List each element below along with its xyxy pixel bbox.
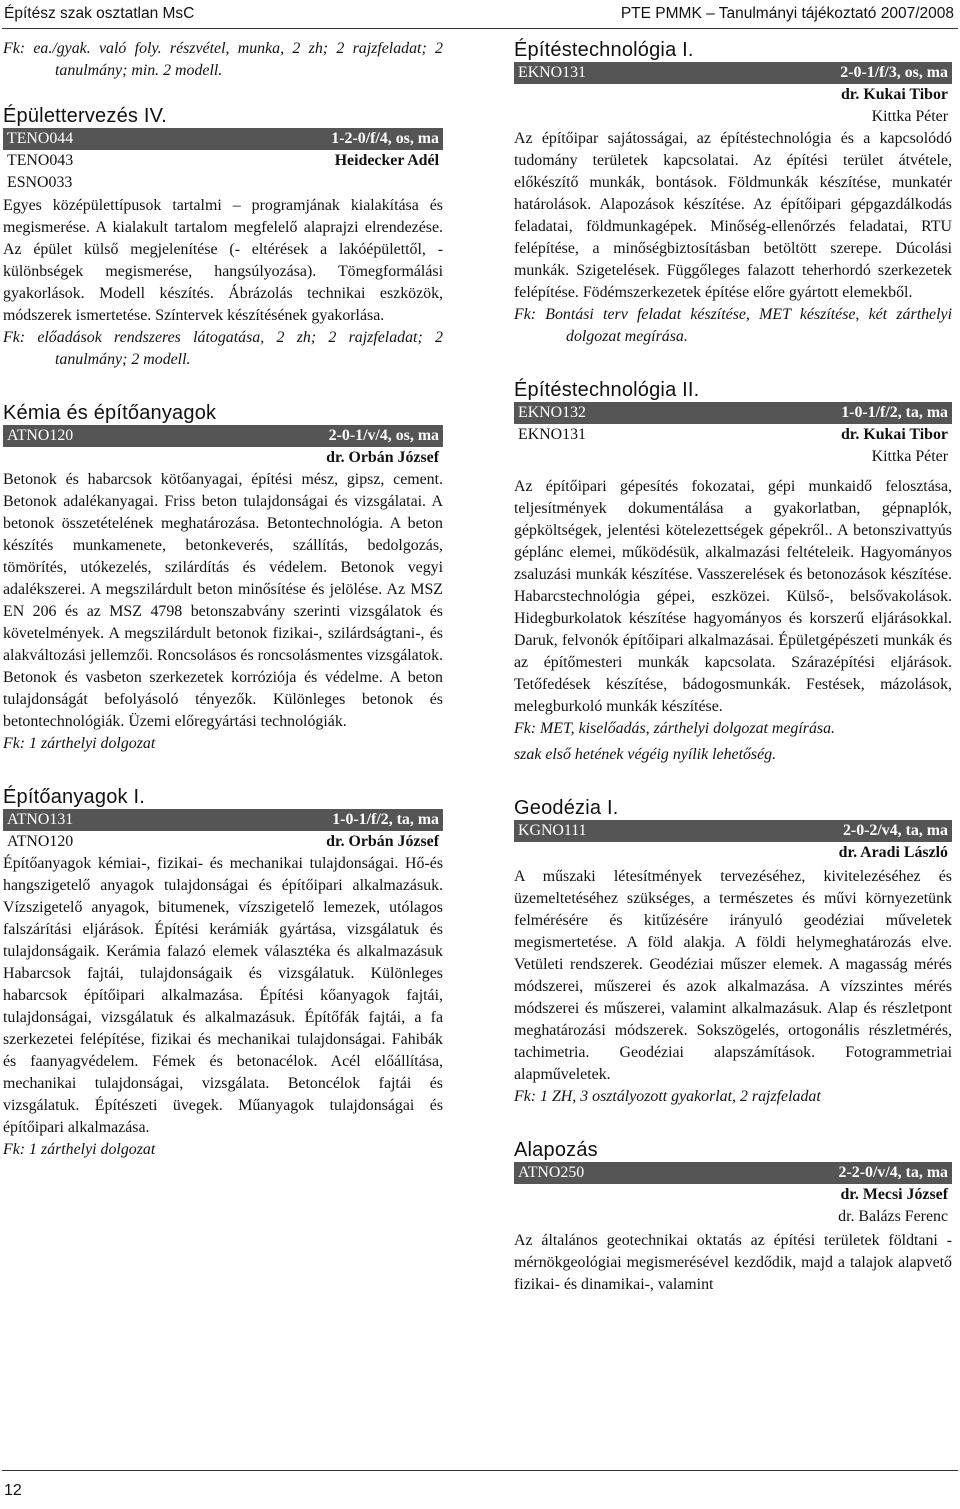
course-note: szak első hetének végéig nyílik lehetőség.: [514, 746, 777, 763]
course-code-bar: [514, 62, 952, 84]
course-requirements: Fk: 1 zárthelyi dolgozat: [3, 735, 156, 752]
lecturer: dr. Aradi László: [838, 844, 948, 861]
course-meta: 2-0-1/v/4, os, ma: [328, 427, 439, 444]
prereq-line: [3, 172, 443, 194]
lecturer: dr. Orbán József: [326, 833, 439, 850]
section-epitoanyagok: [3, 785, 443, 1161]
header-rule: [2, 28, 958, 29]
course-description: Az építőipari gépesítés fokozatai, gépi munkaidő felosztása, teljesítmények dokumentálása a gyakorlatban, gépnaplók, gépköltségek, jelentési kötelezettségek gépekről.. A betonszivattyús géplánc elemei, működésük, alkalmazási feltételeik. Hagyományos zsaluzási munkák készítése. Vasszerelések és betonozások készítése. Habarcstechnológia gépei, eszközei. Külső-, belsővakolások. Hidegburkolatok készítése hagyományos és korszerű eljárásokkal. Daruk, felvonók építőipari alkalmazásai. Épületgépészeti munkák és az építőmesteri munkák kapcsolata. Szárazépítési eljárások. Tetőfedések készítése, bádogosmunkák. Festések, mázolások, melegburkoló munkák készítése.: [514, 478, 952, 715]
prereq-code: TENO043: [7, 152, 74, 169]
course-code: ATNO120: [7, 427, 74, 444]
section-title: Geodézia I.: [514, 797, 619, 819]
course-description: Az építőipar sajátosságai, az építéstechnológia és a kapcsolódó tudomány területek kapcsolatai. Az építési terület átvétele, előkészítő munkák, bontások. Földmunkák készítése, munkatér határolások. Alapozások készítése. Az építőipari gépgazdálkodás feladatai, földmunkagépek. Minőség-ellenőrzés feladatai, RTU felépítése, a minőségbiztosításban betöltött szerepe. Dúcolási munkák. Szigetelések. Függőleges falazott teherhordó szerkezetek felépítése. Födémszerkezetek építése előre gyártott elemekből.: [514, 130, 952, 301]
section-title: Építéstechnológia I.: [514, 39, 694, 61]
section-title: Épülettervezés IV.: [3, 105, 168, 127]
lecturer-secondary: Kittka Péter: [871, 448, 948, 465]
course-code-bar: [3, 128, 443, 150]
prereq-line: [3, 831, 443, 853]
page-number: 12: [4, 1482, 22, 1499]
course-requirements: Fk: 1 ZH, 3 osztályozott gyakorlat, 2 rajzfeladat: [514, 1088, 821, 1105]
course-description: Az általános geotechnikai oktatás az építési területek földtani - mérnökgeológiai megismerésével kezdődik, majd a talajok alapvető fizikai- és dinamikai-, valamint: [514, 1232, 952, 1293]
course-code-bar: [3, 809, 443, 831]
header-right: PTE PMMK – Tanulmányi tájékoztató 2007/2008: [620, 5, 954, 22]
course-meta: 2-2-0/v/4, ta, ma: [838, 1164, 948, 1181]
course-description: Betonok és habarcsok kötőanyagai, építési mész, gipsz, cement. Betonok adalékanyagai. Friss beton tulajdonságai és vizsgálatai. A betonok összetételének meghatározása. Betontechnológia. A beton készítés munkamenete, betonkeverés, szállítás, bedolgozás, tömörítés, utókezelés, szilárdítás és védelem. Betonok vegyi adalékszerei. A megszilárdult beton minősítése és jelölése. Az MSZ EN 206 és az MSZ 4798 betonszabvány szerinti vizsgálatok és követelmények. A megszilárdult betonok fizikai-, szilárdságtani-, és alakváltozási jellemzői. Roncsolásos és roncsolásmentes vizsgálatok. Betonok és vasbeton szerkezetek korróziója és védelme. A beton tulajdonságát befolyásoló tényezők. Különleges betonok és betontechnológiák. Üzemi előregyártási technológiák.: [3, 471, 443, 730]
course-description: Építőanyagok kémiai-, fizikai- és mechanikai tulajdonságai. Hő-és hangszigetelő anyagok tulajdonságai és építőipari alkalmazásuk. Vízszigetelő anyagok, bitumenek, vízszigetelő lemezek, utólagos falszárítási eljárások. Építési kerámiák gyártása, vizsgálatuk és tulajdonságaik. Kerámia falazó elemek választéka és alkalmazásuk Habarcsok fajtái, tulajdonságaik és vizsgálatuk. Különleges habarcsok építőipari alkalmazása. Építési kőanyagok fajtái, tulajdonságai, vizsgálatuk és alkalmazásuk. Építőfák fajtái, a fa szerkezetei felépítése, fizikai és mechanikai tulajdonságai. Fahibák és faanyagvédelem. Fémek és betonacélok. Acél előállítása, mechanikai tulajdonságai, vizsgálata. Betoncélok fajtái és vizsgálatuk. Építészeti üvegek. Műanyagok tulajdonságai és építőipari alkalmazása.: [3, 855, 443, 1136]
course-code-bar: [514, 820, 952, 842]
section-title: Kémia és építőanyagok: [3, 402, 217, 424]
course-requirements: Fk: előadások rendszeres látogatása, 2 zh; 2 rajzfeladat; 2 tanulmány; 2 modell.: [3, 329, 443, 368]
lecturer: dr. Kukai Tibor: [840, 86, 948, 103]
section-epulettervezes: [3, 104, 443, 371]
section-epitestechnologia-1: [514, 38, 952, 348]
course-meta: 2-0-1/f/3, os, ma: [840, 64, 948, 81]
lecturer-secondary: Kittka Péter: [871, 108, 948, 125]
lecturer: dr. Mecsi József: [840, 1186, 948, 1203]
course-meta: 1-2-0/f/4, os, ma: [331, 130, 439, 147]
course-requirements: Fk: MET, kiselőadás, zárthelyi dolgozat megírása.: [514, 720, 836, 737]
course-code-bar: [3, 425, 443, 447]
course-code: TENO044: [7, 130, 74, 147]
course-code: ATNO250: [518, 1164, 585, 1181]
course-meta: 1-0-1/f/2, ta, ma: [332, 811, 439, 828]
course-description: A műszaki létesítmények tervezéséhez, kivitelezéséhez és üzemeltetéséhez szükséges, a természetes és művi környezetünk felmérésére és kitűzésére irányuló geodéziai műveletek megismertetése. A föld alakja. A földi helymeghatározás elve. Vetületi rendszerek. Geodéziai műszer elemek. A magasság mérés módszerei, műszerei és azok alkalmazása. A vízszintes mérés módszerei és műszerei, valamint alkalmazásuk. Alap és részletpont meghatározási módszerek. Sokszögelés, ortogonális részletmérés, tachimetria. Geodéziai alapszámítások. Fotogrammetriai alapműveletek.: [514, 868, 952, 1083]
lecturer: Heidecker Adél: [334, 152, 439, 169]
course-code: KGNO111: [518, 822, 587, 839]
section-epitestechnologia-2: [514, 378, 952, 766]
prereq-code: ESNO033: [7, 174, 73, 191]
section-kemia: [3, 401, 443, 755]
course-description: Egyes középülettípusok tartalmi – programjának kialakítása és megismerése. A kialakult tartalom megfelelő alaprajzi elrendezése. Az épület külső megjelenítése (- eltérések a lakóépülettől, - különbségek megismerése, hangsúlyozása). Tömegformálási gyakorlások. Modell készítés. Ábrázolás technikai eszközök, módszerek ismertetése. Színtervek készítésének gyakorlása.: [3, 197, 443, 324]
lecturer: dr. Orbán József: [326, 449, 439, 466]
lecturer-secondary: dr. Balázs Ferenc: [838, 1208, 948, 1225]
prereq-code: ATNO120: [7, 833, 74, 850]
course-code: EKNO132: [518, 404, 586, 421]
footer-rule: [2, 1470, 958, 1471]
course-meta: 2-0-2/v4, ta, ma: [842, 822, 948, 839]
prereq-code: EKNO131: [518, 426, 586, 443]
course-code: ATNO131: [7, 811, 74, 828]
course-requirements: Fk: Bontási terv feladat készítése, MET készítése, két zárthelyi dolgozat megírása.: [514, 306, 952, 345]
course-code: EKNO131: [518, 64, 586, 81]
course-requirements: Fk: 1 zárthelyi dolgozat: [3, 1141, 156, 1158]
course-meta: 1-0-1/f/2, ta, ma: [841, 404, 948, 421]
section-title: Építőanyagok I.: [3, 786, 145, 808]
right-column: [514, 38, 952, 1296]
section-alapozas: [514, 1138, 952, 1296]
prereq-line: [3, 150, 443, 172]
section-title: Alapozás: [514, 1139, 598, 1161]
course-code-bar: [514, 402, 952, 424]
left-column: [3, 38, 443, 1161]
section-geodezia: [514, 796, 952, 1108]
top-fk: Fk: ea./gyak. való foly. részvétel, munka, 2 zh; 2 rajzfeladat; 2 tanulmány; min. 2 modell.: [3, 40, 443, 79]
lecturer: dr. Kukai Tibor: [840, 426, 948, 443]
prereq-line: [514, 424, 952, 446]
section-title: Építéstechnológia II.: [514, 379, 700, 401]
header-left: Építész szak osztatlan MsC: [4, 5, 195, 22]
course-code-bar: [514, 1162, 952, 1184]
